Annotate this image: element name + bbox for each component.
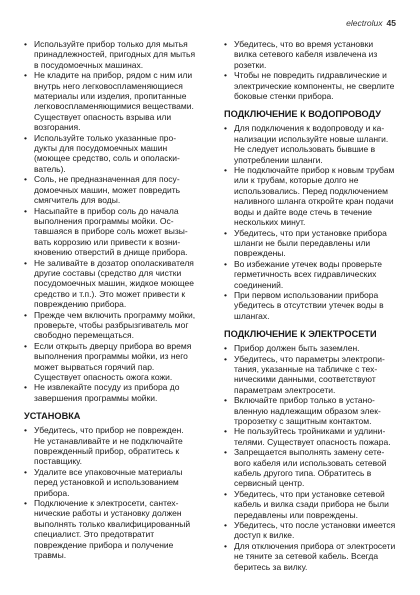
list-item: • Соль, не предназначенная для посудомоечных машин, может повредить смягчитель для воды. (24, 174, 196, 205)
list-item: • Убедитесь, что после установки имеется доступ к вилке. (224, 520, 398, 541)
list-item: • Используйте прибор только для мытья принадлежностей, пригодных для мытья в посудомоечных машинах. (24, 39, 196, 70)
section-heading-electric: ПОДКЛЮЧЕНИЕ К ЭЛЕКТРОСЕТИ (224, 329, 377, 340)
section-heading-water: ПОДКЛЮЧЕНИЕ К ВОДОПРОВОДУ (224, 109, 381, 120)
list-item: • Для отключения прибора от электросети не тяните за сетевой кабель. Всегда беритесь за вилку. (224, 541, 398, 572)
list-item: • Убедитесь, что параметры электропитания, указанные на табличке с техническими данными, соответствуют параметрам электросети. (224, 354, 398, 396)
list-item: • Не подключайте прибор к новым трубам или к трубам, которые долго не использовались. Перед подключением наливного шланга откройте кран подачи воды и дайте воде стечь в течение нескольких минут. (224, 165, 398, 227)
page-number: 45 (386, 18, 396, 28)
list-item: • Подключение к электросети, сантехнические работы и установку должен выполнять только квалифицированный специалист. Это предотвратит повреждение прибора и получение травмы. (24, 498, 196, 560)
list-item: • Прибор должен быть заземлен. (224, 343, 398, 353)
left-column (24, 39, 196, 561)
list-item: • Прежде чем включить программу мойки, проверьте, чтобы разбрызгиватель мог свободно перемещаться. (24, 310, 196, 341)
list-item: • Убедитесь, что прибор не поврежден. Не устанавливайте и не подключайте поврежденный прибор, обратитесь к поставщику. (24, 425, 196, 467)
page-header (346, 18, 396, 28)
list-item: • Не заливайте в дозатор ополаскивателя другие составы (средство для чистки посудомоечных машин, жидкое моющее средство и т.п.). Это может привести к повреждению прибора. (24, 258, 196, 310)
brand-name: electrolux (346, 18, 383, 28)
list-item: • Во избежание утечек воды проверьте герметичность всех гидравлических соединений. (224, 259, 398, 290)
installation-list-continued (224, 39, 398, 101)
list-item: • При первом использовании прибора убедитесь в отсутствии утечек воды в шлангах. (224, 290, 398, 321)
list-item: • Не извлекайте посуду из прибора до завершения программы мойки. (24, 382, 196, 403)
list-item: • Насыпайте в прибор соль до начала выполнения программы мойки. Оставшаяся в приборе соль может вызывать коррозию или привести к возникновению отверстий в днище прибора. (24, 206, 196, 258)
installation-list (24, 425, 196, 560)
right-column (224, 39, 398, 572)
list-item: • Удалите все упаковочные материалы перед установкой и использованием прибора. (24, 467, 196, 498)
list-item: • Убедитесь, что при установке прибора шланги не были передавлены или повреждены. (224, 228, 398, 259)
list-item: • Запрещается выполнять замену сетевого кабеля или использовать сетевой кабель другого типа. Обратитесь в сервисный центр. (224, 447, 398, 489)
list-item: • Если открыть дверцу прибора во время выполнения программы мойки, из него может вырваться горячий пар. Существует опасность ожога кожи. (24, 341, 196, 383)
safety-list (24, 39, 196, 403)
water-connection-list (224, 123, 398, 321)
electric-connection-list (224, 343, 398, 572)
list-item: • Не пользуйтесь тройниками и удлинителями. Существует опасность пожара. (224, 426, 398, 447)
list-item: • Чтобы не повредить гидравлические и электрические компоненты, не сверлите боковые стенки прибора. (224, 70, 398, 101)
list-item: • Не кладите на прибор, рядом с ним или внутрь него легковоспламеняющиеся материалы или изделия, пропитанные легковоспламеняющимися веществами. Существует опасность взрыва или возгорания. (24, 70, 196, 132)
list-item: • Используйте только указанные продукты для посудомоечных машин (моющее средство, соль и ополаскиватель). (24, 133, 196, 175)
section-heading-installation: УСТАНОВКА (24, 411, 81, 422)
list-item: • Включайте прибор только в установленную надлежащим образом электророзетку с защитным контактом. (224, 395, 398, 426)
list-item: • Убедитесь, что при установке сетевой кабель и вилка сзади прибора не были передавлены или повреждены. (224, 489, 398, 520)
list-item: • Для подключения к водопроводу и канализации используйте новые шланги. Не следует использовать бывшие в употреблении шланги. (224, 123, 398, 165)
list-item: • Убедитесь, что во время установки вилка сетевого кабеля извлечена из розетки. (224, 39, 398, 70)
